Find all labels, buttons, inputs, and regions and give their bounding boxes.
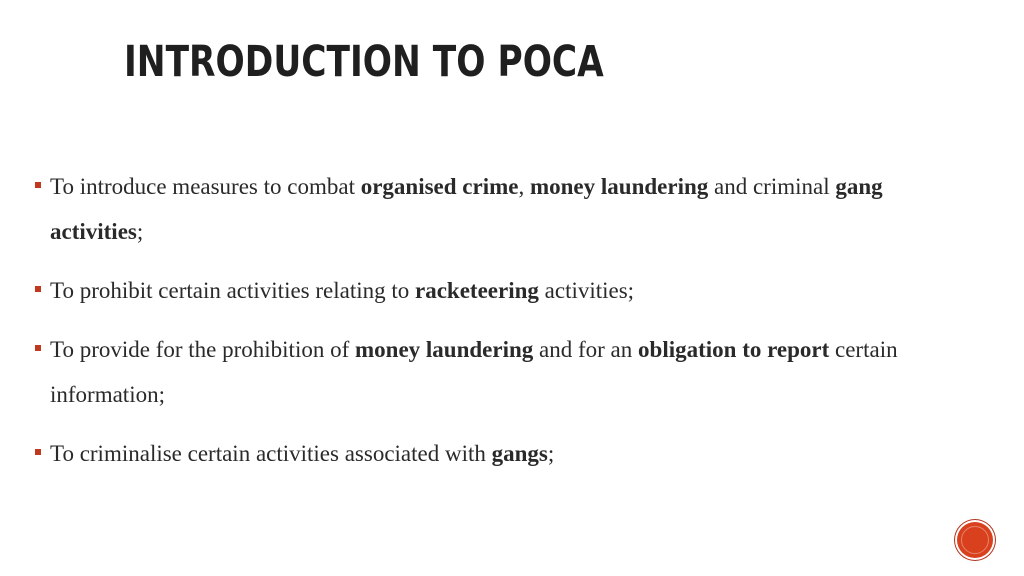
bullet-text: [50, 441, 554, 466]
slide-title: INTRODUCTION TO POCA: [124, 37, 604, 87]
bullet-bold-segment: money laundering: [529, 174, 709, 199]
bullet-segment: certain information;: [50, 337, 898, 407]
bullet-segment: and criminal: [708, 174, 836, 199]
bullet-bold-segment: money laundering: [355, 337, 534, 362]
bullet-segment: and for an: [533, 337, 639, 362]
bullet-segment: ;: [547, 441, 555, 466]
bullet-list: [34, 164, 974, 490]
bullet-segment: To provide for the prohibition of: [50, 337, 355, 362]
bullet-bold-segment: racketeering: [415, 278, 539, 303]
bullet-item: [34, 431, 974, 476]
bullet-segment: To introduce measures to combat: [50, 174, 361, 199]
bullet-text: [50, 337, 898, 407]
next-slide-button-icon: [961, 526, 989, 554]
bullet-bold-segment: gangs: [491, 441, 548, 466]
bullet-bold-segment: organised crime: [360, 174, 519, 199]
bullet-item: [34, 327, 974, 417]
bullet-text: [50, 278, 634, 303]
bullet-segment: To prohibit certain activities relating to: [50, 278, 416, 303]
bullet-bold-segment: gang activities: [50, 174, 883, 244]
bullet-segment: To criminalise certain activities associated with: [50, 441, 492, 466]
bullet-segment: activities;: [538, 278, 635, 303]
square-bullet-icon: [35, 286, 41, 292]
bullet-segment: ;: [136, 219, 144, 244]
bullet-item: [34, 164, 974, 254]
bullet-segment: ,: [518, 174, 530, 199]
next-slide-button[interactable]: [957, 522, 993, 558]
square-bullet-icon: [35, 449, 41, 455]
bullet-bold-segment: obligation to report: [638, 337, 830, 362]
square-bullet-icon: [35, 182, 41, 188]
bullet-item: [34, 268, 974, 313]
bullet-text: [50, 174, 883, 244]
square-bullet-icon: [35, 345, 41, 351]
